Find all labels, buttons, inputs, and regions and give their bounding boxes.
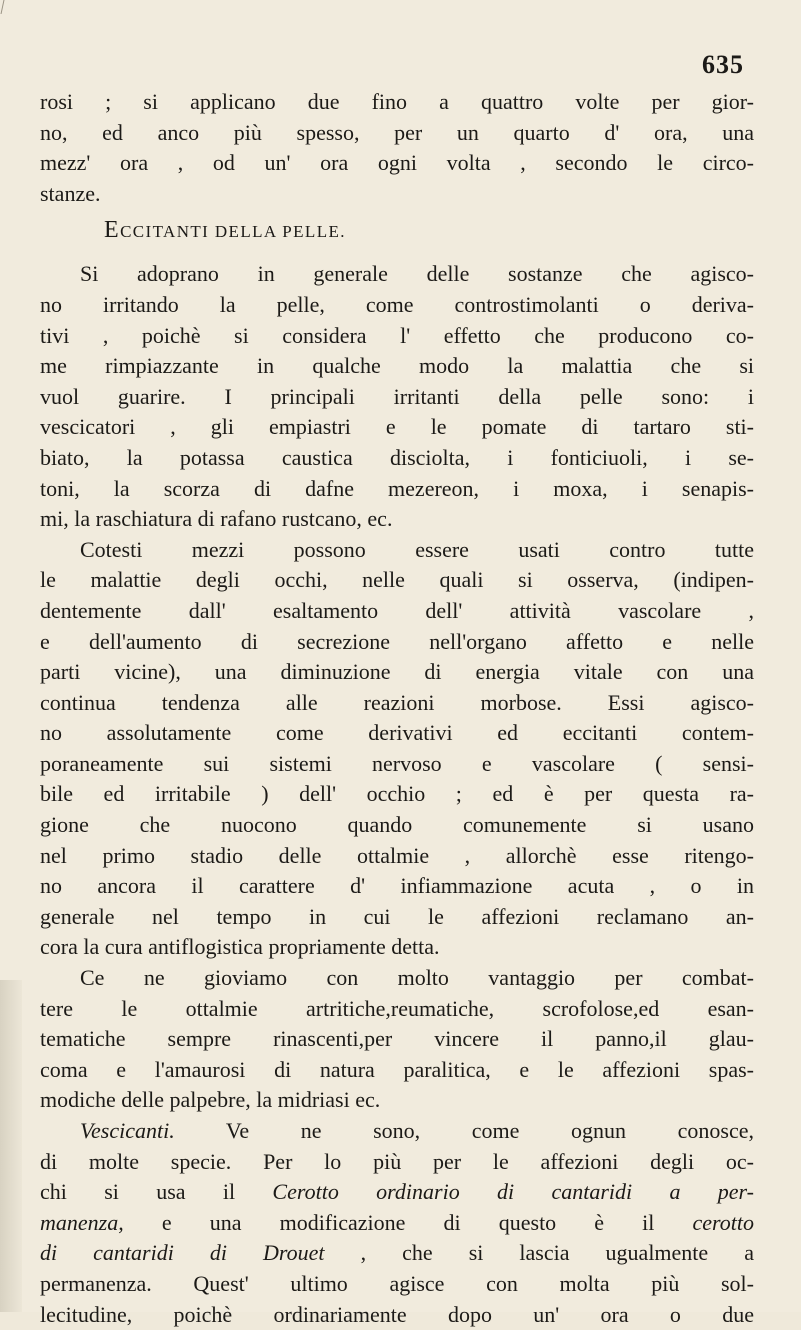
text-line: bile ed irritabile ) dell' occhio ; ed è per questa ra- xyxy=(40,781,754,807)
text-run: Ve ne sono, come ognun conosce, xyxy=(225,1118,754,1143)
body-text xyxy=(40,87,754,1330)
text-line: continua tendenza alle reazioni morbose. Essi agisco- xyxy=(40,689,754,715)
margin-mark xyxy=(1,0,15,14)
text-run: e una modificazione di questo è il xyxy=(123,1209,693,1235)
text-line: e dell'aumento di secrezione nell'organo affetto e nelle xyxy=(40,628,754,654)
text-line: Cotesti mezzi possono essere usati contro tutte xyxy=(80,536,754,562)
text-line: tivi , poichè si considera l' effetto che producono co- xyxy=(40,322,754,348)
text-line: vuol guarire. I principali irritanti della pelle sono: i xyxy=(40,383,754,409)
text-line: tematiche sempre rinascenti,per vincere il panno,il glau- xyxy=(40,1026,754,1052)
text-line: poraneamente sui sistemi nervoso e vascolare ( sensi- xyxy=(40,750,754,776)
page-gutter-shadow xyxy=(0,980,22,1312)
section-heading xyxy=(40,209,754,251)
text-line: toni, la scorza di dafne mezereon, i moxa, i senapis- xyxy=(40,475,754,501)
italic-run: cerotto xyxy=(692,1209,754,1235)
text-line xyxy=(40,1116,754,1147)
text-line: permanenza. Quest' ultimo agisce con molta più sol- xyxy=(40,1270,754,1296)
text-line: modiche delle palpebre, la midriasi ec. xyxy=(40,1087,381,1113)
text-line: stanze. xyxy=(40,180,101,206)
text-line: mi, la raschiatura di rafano rustcano, ec. xyxy=(40,506,393,532)
text-line: cora la cura antiflogistica propriamente detta. xyxy=(40,934,440,960)
text-line xyxy=(40,1238,754,1269)
text-line: di molte specie. Per lo più per le affezioni degli oc- xyxy=(40,1148,754,1174)
text-line xyxy=(40,1208,754,1239)
text-line: me rimpiazzante in qualche modo la malattia che si xyxy=(40,353,754,379)
text-line: biato, la potassa caustica disciolta, i fonticiuoli, i se- xyxy=(40,444,754,470)
text-line: tere le ottalmie artritiche,reumatiche, scrofolose,ed esan- xyxy=(40,995,754,1021)
italic-lead: Vescicanti. xyxy=(80,1118,175,1143)
text-line: le malattie degli occhi, nelle quali si osserva, (indipen- xyxy=(40,567,754,593)
italic-run: di cantaridi di Drouet xyxy=(40,1240,325,1266)
text-line xyxy=(40,1177,754,1208)
text-line: no irritando la pelle, come controstimolanti o deriva- xyxy=(40,291,754,317)
italic-run: manenza, xyxy=(40,1209,124,1235)
text-line: parti vicine), una diminuzione di energia vitale con una xyxy=(40,659,754,685)
text-line: gione che nuocono quando comunemente si usano xyxy=(40,812,754,838)
text-line: lecitudine, poichè ordinariamente dopo un' ora o due xyxy=(40,1301,754,1327)
text-line: nel primo stadio delle ottalmie , allorchè esse ritengo- xyxy=(40,842,754,868)
text-line: rosi ; si applicano due fino a quattro volte per gior- xyxy=(40,89,754,114)
heading-rest: CCITANTI DELLA PELLE. xyxy=(120,222,346,242)
text-line: coma e l'amaurosi di natura paralitica, e le affezioni spas- xyxy=(40,1056,754,1082)
page-number: 635 xyxy=(702,50,744,79)
heading-initial: E xyxy=(104,217,121,244)
text-line: no assolutamente come derivativi ed eccitanti contem- xyxy=(40,720,754,746)
text-run: chi si usa il xyxy=(40,1179,273,1205)
text-line: Ce ne gioviamo con molto vantaggio per combat- xyxy=(80,965,754,991)
text-line: no, ed anco più spesso, per un quarto d' ora, una xyxy=(40,119,754,145)
text-line: mezz' ora , od un' ora ogni volta , secondo le circo- xyxy=(40,150,754,176)
text-line: no ancora il carattere d' infiammazione acuta , o in xyxy=(40,873,754,899)
text-line: generale nel tempo in cui le affezioni reclamano an- xyxy=(40,903,754,929)
text-run: , che si lascia ugualmente a xyxy=(324,1240,754,1266)
text-line: Si adoprano in generale delle sostanze che agisco- xyxy=(80,261,754,287)
italic-run: Cerotto ordinario di cantaridi a per- xyxy=(272,1179,754,1205)
text-line: vescicatori , gli empiastri e le pomate di tartaro sti- xyxy=(40,414,754,440)
text-line: dentemente dall' esaltamento dell' attività vascolare , xyxy=(40,597,754,623)
